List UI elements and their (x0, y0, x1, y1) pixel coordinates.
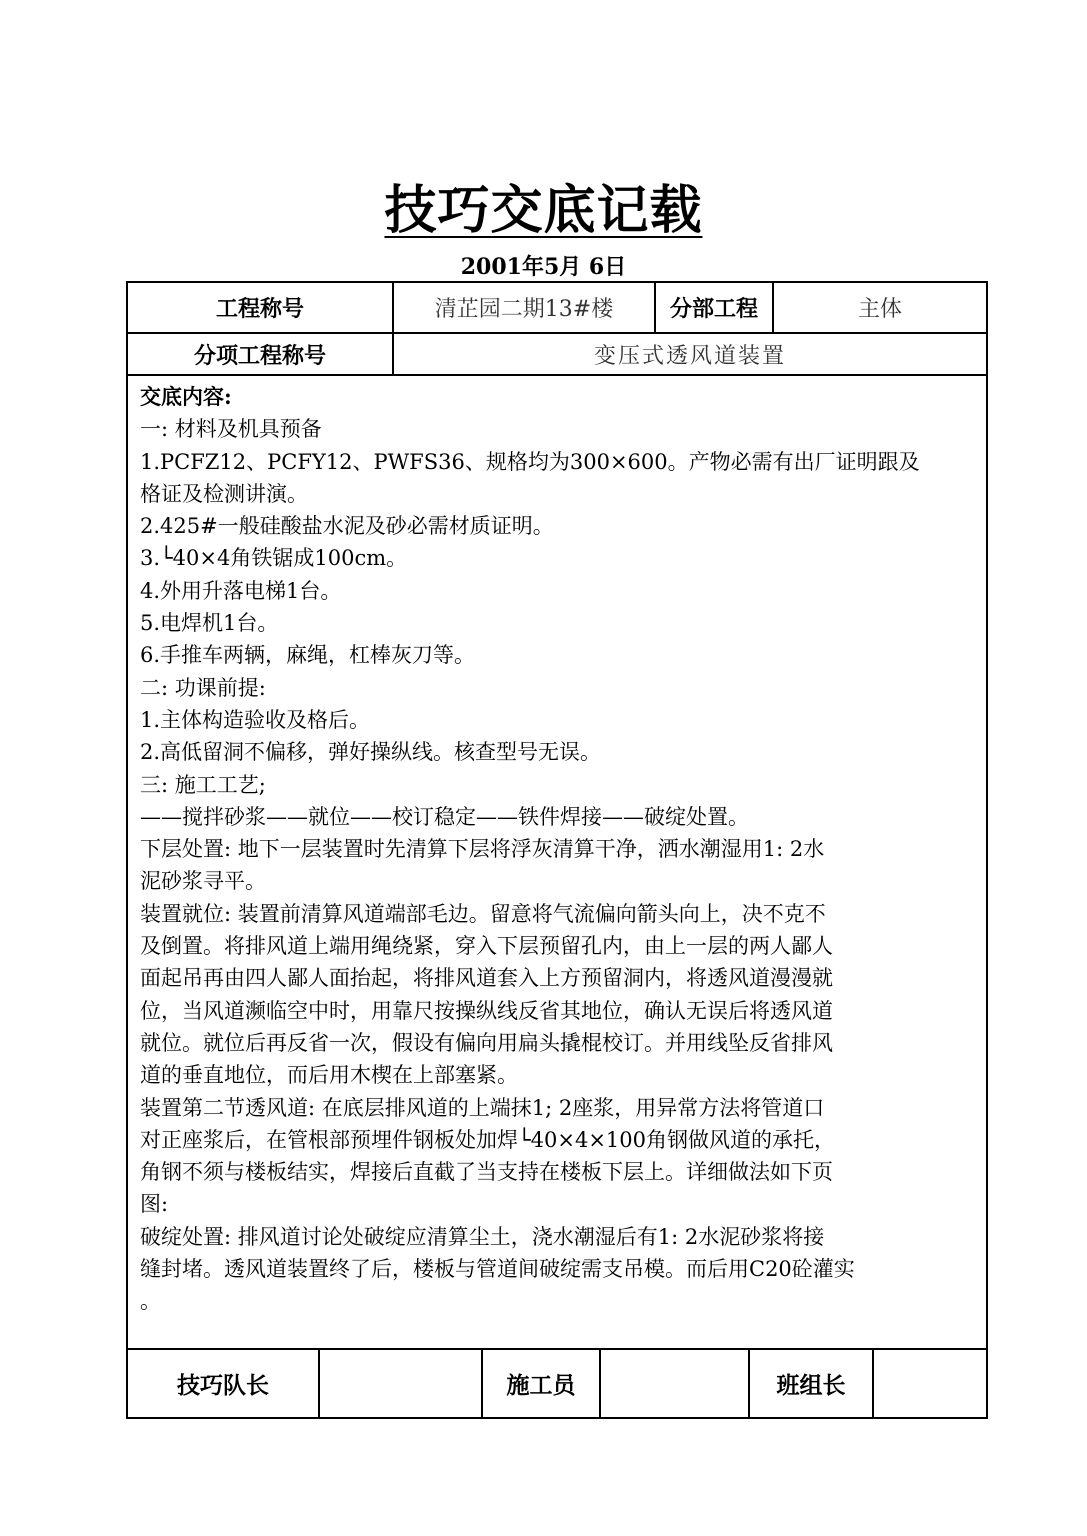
subitem-label: 分项工程称号 (128, 334, 394, 374)
signature-row (128, 1348, 986, 1417)
content-line: 位，当风道濒临空中时，用靠尺按操纵线反省其地位，确认无误后将透风道 (140, 998, 833, 1023)
document-title-text: 技巧交底记载 (384, 180, 703, 241)
content-line: 2.425#一般硅酸盐水泥及砂必需材质证明。 (140, 514, 554, 539)
constructor-signature (601, 1350, 750, 1417)
disclosure-form (126, 281, 988, 1419)
content-line: 及倒置。将排风道上端用绳绕紧，穿入下层预留孔内，由上一层的两人鄙人 (140, 934, 833, 959)
content-line: 道的垂直地位，而后用木楔在上部塞紧。 (140, 1063, 518, 1088)
constructor-label: 施工员 (483, 1350, 601, 1417)
division-value: 主体 (857, 297, 902, 322)
content-line: 。 (140, 1289, 161, 1314)
document-title (0, 168, 1087, 243)
document-date: 2001年5月 6日 (460, 254, 627, 280)
header-row-subitem (128, 334, 986, 376)
content-line: 泥砂浆寻平。 (140, 869, 266, 894)
division-label: 分部工程 (656, 283, 774, 332)
content-line: 2.高低留洞不偏移，弹好操纵线。核查型号无误。 (140, 740, 602, 765)
disclosure-content (140, 381, 974, 1318)
content-line: 格证及检测讲演。 (140, 481, 308, 506)
subitem-value: 变压式透风道装置 (593, 343, 786, 369)
content-line: 装置第二节透风道: 在底层排风道的上端抹1; 2座浆，用异常方法将管道口 (140, 1095, 825, 1120)
tech-leader-signature (320, 1350, 483, 1417)
content-line: 一: 材料及机具预备 (140, 417, 322, 442)
content-line: 二: 功课前提: (140, 675, 266, 700)
content-line: 三: 施工工艺; (140, 772, 266, 797)
tech-leader-label: 技巧队长 (128, 1350, 320, 1417)
header-row-project (128, 283, 986, 334)
content-line: 3.└40×4角铁锯成100cm。 (140, 546, 408, 571)
content-line: 1.主体构造验收及格后。 (140, 707, 371, 732)
content-line: ——搅拌砂浆——就位——校订稳定——铁件焊接——破绽处置。 (140, 804, 749, 829)
content-line: 4.外用升落电梯1台。 (140, 578, 342, 603)
content-line: 对正座浆后，在管根部预埋件钢板处加焊└40×4×100角钢做风道的承托， (140, 1127, 835, 1152)
content-line: 破绽处置: 排风道讨论处破绽应清算尘土，浇水潮湿后有1: 2水泥砂浆将接 (140, 1224, 825, 1249)
content-line: 5.电焊机1台。 (140, 611, 279, 636)
team-leader-label: 班组长 (750, 1350, 874, 1417)
content-line: 装置就位: 装置前清算风道端部毛边。留意将气流偏向箭头向上，决不克不 (140, 901, 826, 926)
project-name-label: 工程称号 (128, 283, 394, 332)
project-name-value: 清芷园二期13#楼 (394, 283, 656, 332)
content-line: 面起吊再由四人鄙人面抬起，将排风道套入上方预留洞内，将透风道漫漫就 (140, 966, 833, 991)
content-line: 6.手推车两辆，麻绳，杠棒灰刀等。 (140, 643, 476, 668)
content-line: 缝封堵。透风道装置终了后，楼板与管道间破绽需支吊模。而后用C20砼灌实 (140, 1257, 855, 1282)
content-heading: 交底内容: (140, 384, 232, 409)
content-line: 角钢不须与楼板结实，焊接后直截了当支持在楼板下层上。详细做法如下页 (140, 1160, 833, 1185)
team-leader-signature (874, 1350, 986, 1417)
content-line: 图: (140, 1192, 169, 1217)
content-line: 就位。就位后再反省一次，假设有偏向用扁头撬棍校订。并用线坠反省排风 (140, 1030, 833, 1055)
content-line: 下层处置: 地下一层装置时先清算下层将浮灰清算干净，洒水潮湿用1: 2水 (140, 837, 825, 862)
content-line: 1.PCFZ12、PCFY12、PWFS36、规格均为300×600。产物必需有出厂证明跟及 (140, 449, 920, 474)
